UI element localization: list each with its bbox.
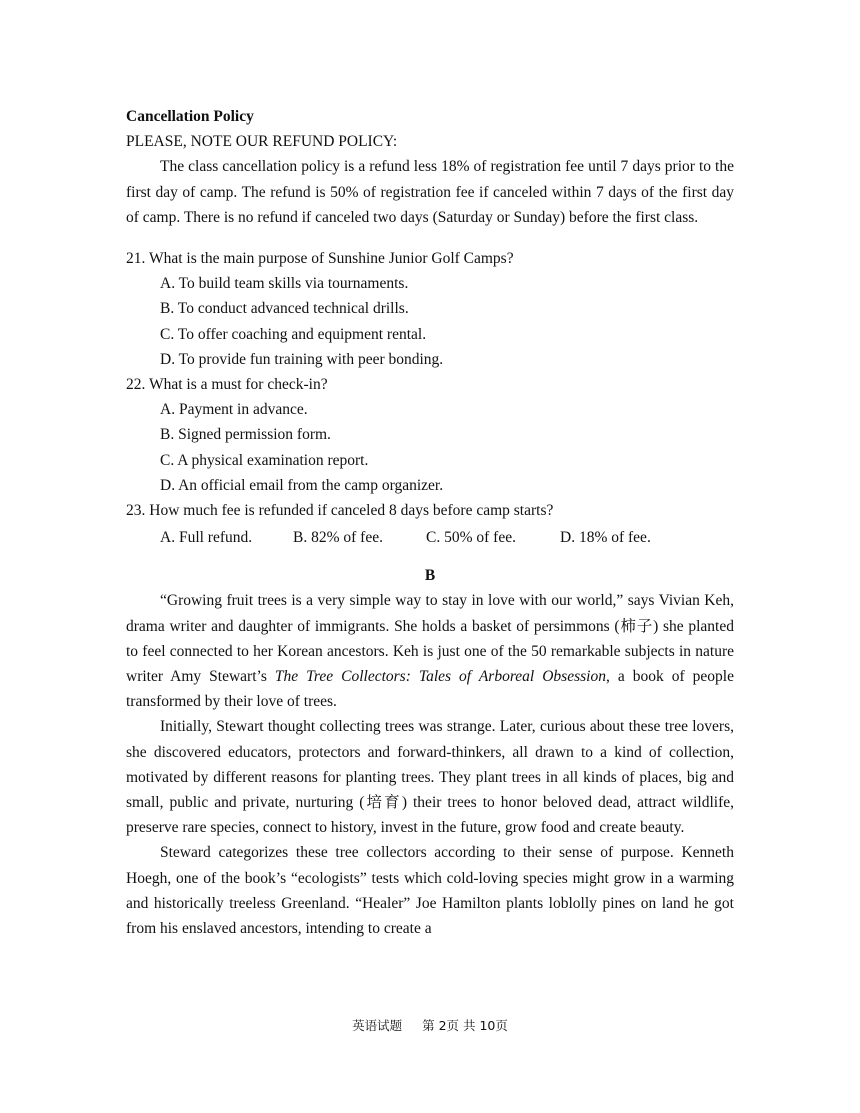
question-21-option-a: A. To build team skills via tournaments. [160, 275, 409, 293]
refund-notice: PLEASE, NOTE OUR REFUND POLICY: [126, 133, 398, 151]
question-22-option-b: B. Signed permission form. [160, 426, 331, 444]
question-21-option-b: B. To conduct advanced technical drills. [160, 300, 409, 318]
passage-paragraph-1 [126, 588, 734, 714]
document-page [126, 104, 734, 941]
cancellation-body: The class cancellation policy is a refund less 18% of registration fee until 7 days prior to the first day of camp. The refund is 50% of registration fee if canceled within 7 days of the first day of camp. There is no refund if canceled two days (Saturday or Sunday) before the first class. [126, 158, 734, 226]
question-23-option-b: B. 82% of fee. [293, 529, 383, 547]
section-b-label: B [424, 567, 436, 585]
question-23-option-d: D. 18% of fee. [560, 529, 651, 547]
question-23-option-c: C. 50% of fee. [426, 529, 516, 547]
question-22-stem: 22. What is a must for check-in? [126, 376, 328, 394]
question-22-option-d: D. An official email from the camp organizer. [160, 476, 444, 494]
question-22-option-a: A. Payment in advance. [160, 401, 308, 419]
passage-p1-end: , a book of people transformed by their love of trees. [126, 668, 734, 711]
question-21-option-d: D. To provide fun training with peer bonding. [160, 350, 444, 368]
question-23-option-a: A. Full refund. [160, 529, 253, 547]
page-footer [0, 1016, 860, 1034]
question-23-options [126, 523, 734, 553]
passage-paragraph-3: Steward categorizes these tree collectors according to their sense of purpose. Kenneth Hoegh, one of the book’s “ecologists” tests which cold-loving species might grow in a warming and historically treeless Greenland. “Healer” Joe Hamilton plants loblolly pines on land he got from his enslaved ancestors, intending to create a [126, 844, 734, 938]
passage-paragraph-2: Initially, Stewart thought collecting trees was strange. Later, curious about these tree lovers, she discovered educators, protectors and forward-thinkers, all drawn to a kind of collection, motivated by different reasons for planting trees. They plant trees in all kinds of places, big and small, public and private, nurturing (培育) their trees to honor beloved dead, attract wildlife, preserve rare species, connect to history, invest in the future, grow food and create beauty. [126, 718, 734, 837]
question-21-option-c: C. To offer coaching and equipment rental. [160, 325, 427, 343]
passage-p1-start: “Growing fruit trees is a very simple way to stay in love with our world,” says Vivian Keh, drama writer and daughter of immigrants. She holds a basket of persimmons (柿子) she planted to feel connected to her Korean ancestors. Keh is just one of the 50 remarkable subjects in nature writer Amy Stewart’s [126, 592, 734, 686]
question-21-stem: 21. What is the main purpose of Sunshine Junior Golf Camps? [126, 250, 514, 268]
question-23-stem: 23. How much fee is refunded if canceled 8 days before camp starts? [126, 502, 554, 520]
footer-subject: 英语试题 [352, 1018, 403, 1033]
cancellation-heading: Cancellation Policy [126, 108, 254, 125]
footer-page-number: 第 2页 共 10页 [422, 1018, 508, 1033]
book-title: The Tree Collectors: Tales of Arboreal Obsession [274, 668, 606, 686]
question-22-option-c: C. A physical examination report. [160, 451, 369, 469]
